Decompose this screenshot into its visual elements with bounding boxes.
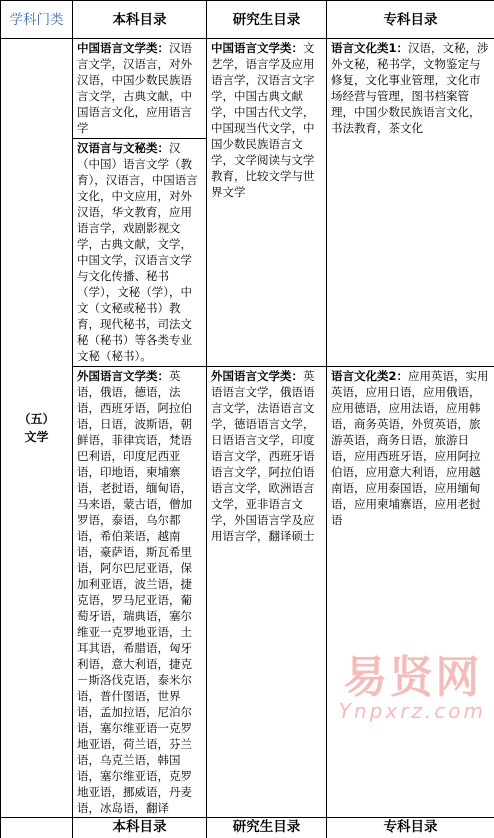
bachelor-cell-chinese: [73, 39, 207, 367]
footer-bachelor: 本科目录: [73, 818, 207, 838]
header-bachelor: 本科目录: [73, 1, 207, 39]
footer-graduate: 研究生目录: [207, 818, 327, 838]
bachelor-cell-foreign: 外国语言文学类：英语，俄语，德语，法语，西班牙语，阿拉伯语，日语，波斯语，朝鲜语，菲律宾语，梵语巴利语，印度尼西亚语，印地语，柬埔寨语，老挝语，缅甸语，马来语，蒙古语，僧加罗语，泰语，乌尔都语，希伯莱语，越南语，豪萨语，斯瓦希里语，阿尔巴尼亚语，保加利亚语，波兰语，捷克语，罗马尼亚语，葡萄牙语，瑞典语，塞尔维亚一克罗地亚语，土耳其语，希腊语，匈牙利语，意大利语，捷克－斯洛伐克语，泰米尔语，普什图语，世界语，孟加拉语，尼泊尔语，塞尔维亚语一克罗地亚语，荷兰语，芬兰语，乌克兰语，韩国语，塞尔维亚语，克罗地亚语，挪威语，丹麦语，冰岛语，翻译: [73, 367, 207, 818]
header-graduate: 研究生目录: [207, 1, 327, 39]
table-row-foreign: [1, 367, 494, 818]
college-cell-language2: 语言文化类2：应用英语，实用英语，应用日语，应用俄语，应用德语，应用法语，应用韩语，商务英语，外贸英语，旅游英语，商务日语，旅游日语，应用西班牙语，应用阿拉伯语，应用意大利语，应用越南语，应用泰国语，应用缅甸语，应用柬埔寨语，应用老挝语: [327, 367, 494, 818]
category-number: （五）: [1, 410, 72, 428]
graduate-cell-chinese: 中国语言文学类：文艺学，语言学及应用语言学，汉语言文字学，中国古典文献学，中国古代文学，中国现当代文学，中国少数民族语言文学，文学阅读与文学教育，比较文学与世界文学: [207, 39, 327, 367]
category-name: 文学: [1, 428, 72, 446]
footer-header-row: [1, 818, 494, 838]
college-cell-language1: 语言文化类1：汉语，文秘，涉外文秘，秘书学，文物鉴定与修复，文化事业管理，文化市场经营与管理，图书档案管理，中国少数民族语言文化，书法教育，茶文化: [327, 39, 494, 367]
bachelor-entry-secretary: 汉语言与文秘类：汉（中国）语言文学（教育），汉语言，中国语言文化，中文应用，对外汉语，华文教育，应用语言学，戏剧影视文学，古典文献，文学，中国文学，汉语言文学与文化传播、秘书（学），文秘（学），中文（文秘或秘书）教育，现代秘书，司法文秘（秘书）等各类专业文秘（秘书）。: [73, 138, 206, 366]
table-row-chinese: [1, 39, 494, 367]
footer-college: 专科目录: [327, 818, 494, 838]
watermark-text: 易贤网: [339, 655, 486, 701]
corner-header: 学科门类: [1, 1, 73, 39]
category-cell: [1, 39, 73, 818]
footer-corner: [1, 818, 73, 838]
header-college: 专科目录: [327, 1, 494, 39]
bachelor-entry-chinese-lit: 中国语言文学类：汉语言文学，汉语言，对外汉语，中国少数民族语言文学，古典文献，中国语言文化，应用语言学: [73, 39, 206, 138]
watermark-url: Ynpxrz.com: [339, 701, 486, 721]
header-row: [1, 1, 494, 39]
graduate-cell-foreign: 外国语言文学类：英语语言文学，俄语语言文学，法语语言文学，德语语言文学，日语语言文学，印度语言文学，西班牙语语言文学，阿拉伯语语言文学，欧洲语言文学，亚非语言文学，外国语言学及应用语言学，翻译硕士: [207, 367, 327, 818]
